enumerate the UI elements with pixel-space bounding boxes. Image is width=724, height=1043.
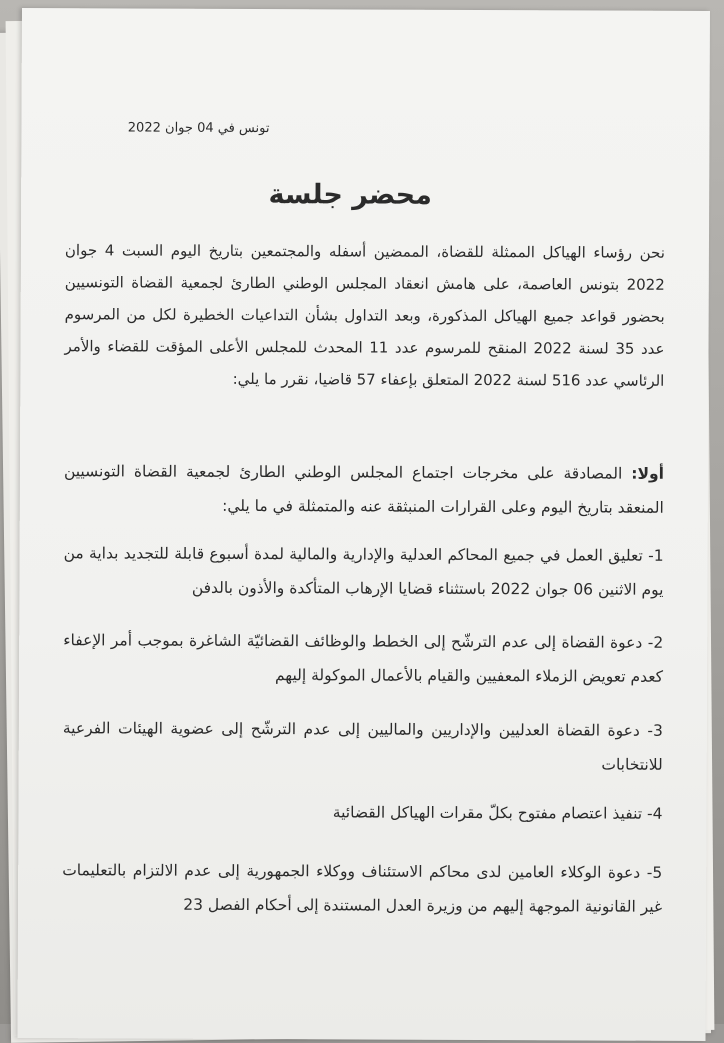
document-date: تونس في 04 جوان 2022: [127, 120, 270, 137]
document-content: [18, 8, 710, 1041]
document-page: [18, 8, 710, 1041]
list-item: 1- تعليق العمل في جميع المحاكم العدلية والإدارية والمالية لمدة أسبوع قابلة للتجديد بداية من يوم الاثنين 06 جوان 2022 باستثناء قضايا الإرهاب المتأكدة والأذون بالدفن: [63, 544, 664, 599]
decision-paragraph: [64, 454, 664, 525]
list-item: 3- دعوة القضاة العدليين والإداريين والماليين إلى عدم الترشّح إلى عضوية الهيئات الفرعية للانتخابات: [62, 719, 663, 774]
decision-label: أولا:: [631, 464, 665, 483]
list-item: 2- دعوة القضاة إلى عدم الترشّح إلى الخطط والوظائف القضائيّة الشاغرة بموجب أمر الإعفاء كعدم تعويض الزملاء المعفيين والقيام بالأعمال الموكولة إليهم: [63, 631, 664, 686]
intro-paragraph: نحن رؤساء الهياكل الممثلة للقضاة، الممضين أسفله والمجتمعين بتاريخ اليوم السبت 4 جوان 2022 بتونس العاصمة، على هامش انعقاد المجلس الوطني الطارئ لجمعية القضاة التونسيين بحضور قواعد جميع الهياكل المذكورة، وبعد التداول بشأن التداعيات الخطيرة لكل من المرسوم عدد 35 لسنة 2022 المنقح للمرسوم عدد 11 المحدث للمجلس الأعلى المؤقت للقضاء والأمر الرئاسي عدد 516 لسنة 2022 المتعلق بإعفاء 57 قاضيا، نقرر ما يلي:: [64, 241, 665, 390]
decision-text: المصادقة على مخرجات اجتماع المجلس الوطني الطارئ لجمعية القضاة التونسيين المنعقد بتاريخ اليوم وعلى القرارات المنبثقة عنه والمتمثلة في ما يلي:: [63, 462, 664, 517]
list-item: 4- تنفيذ اعتصام مفتوح بكلّ مقرات الهياكل القضائية: [332, 803, 663, 823]
document-title: محضر جلسة: [268, 179, 432, 211]
list-item: 5- دعوة الوكلاء العامين لدى محاكم الاستئناف ووكلاء الجمهورية إلى عدم الالتزام بالتعليمات غير القانونية الموجهة إليهم من وزيرة العدل المستندة إلى أحكام الفصل 23: [62, 861, 663, 916]
